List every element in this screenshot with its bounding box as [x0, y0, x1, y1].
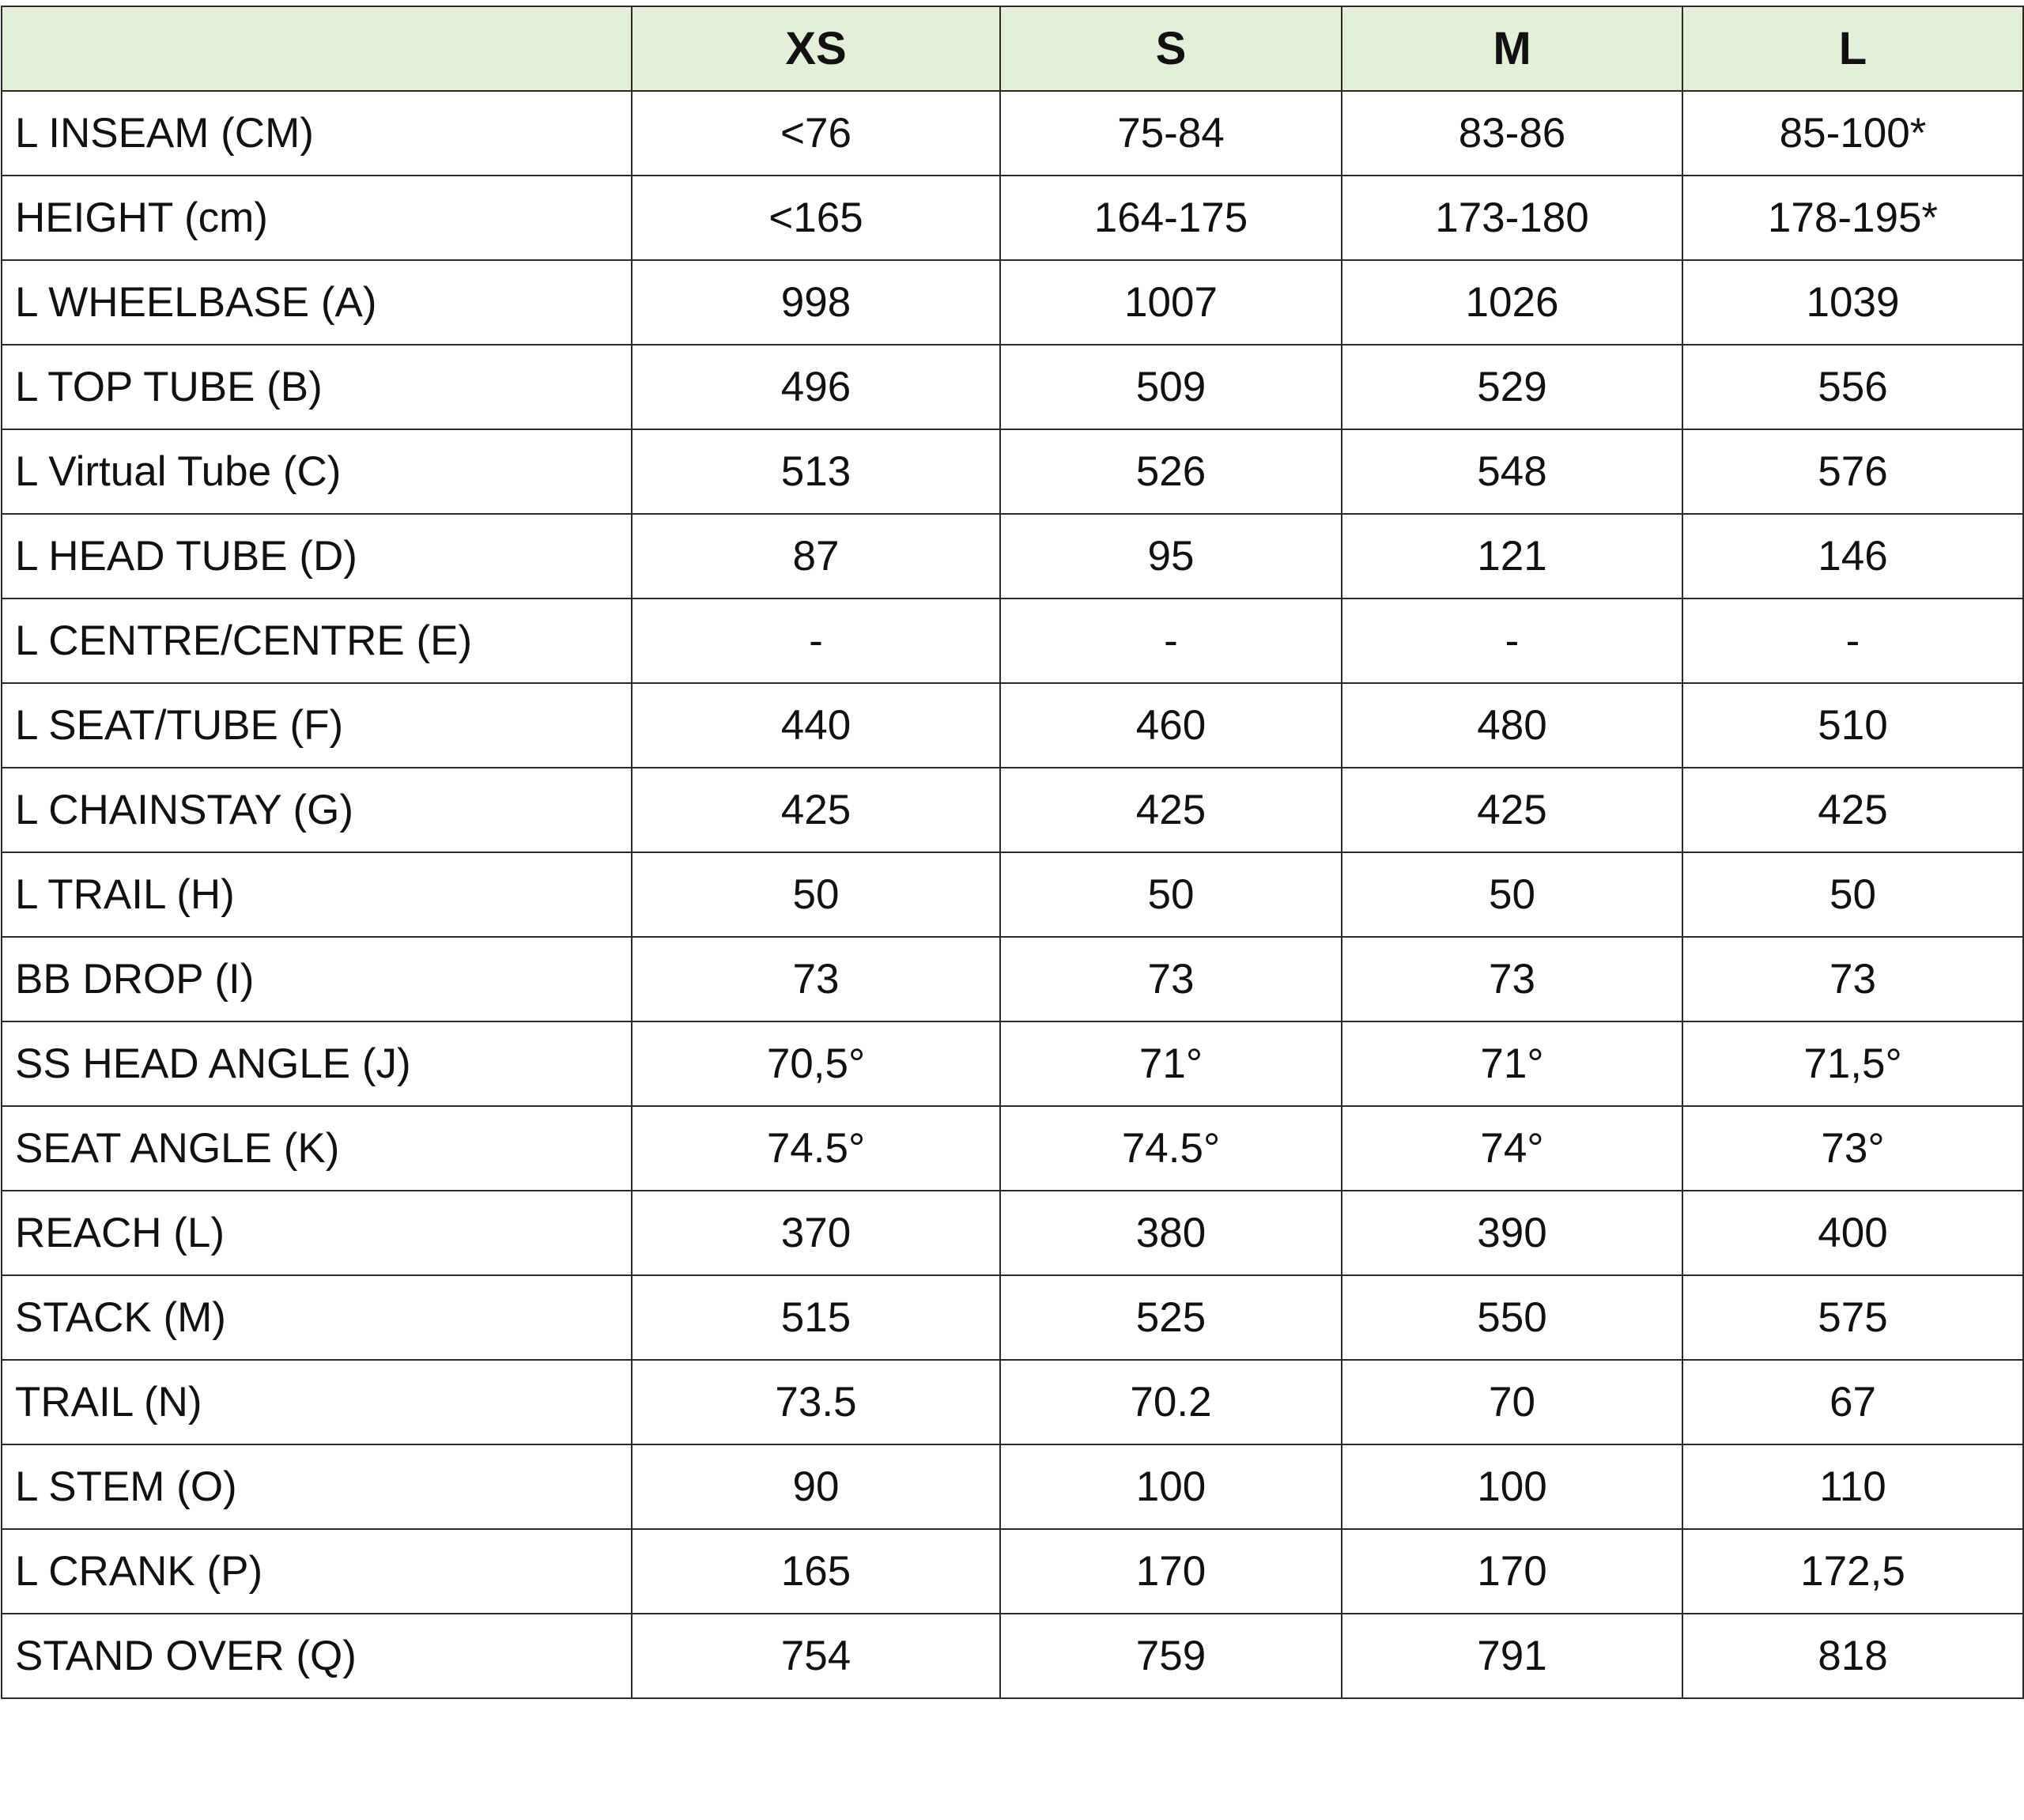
value-cell-xs: 50 [632, 852, 1000, 937]
value-cell-xs: 513 [632, 429, 1000, 514]
value-cell-l: 110 [1682, 1444, 2023, 1529]
row-label: L TOP TUBE (B) [2, 345, 632, 429]
table-row [2, 1275, 2023, 1360]
value-cell-l: 425 [1682, 768, 2023, 852]
header-cell-size-s: S [1000, 6, 1342, 91]
value-cell-m: 71° [1342, 1021, 1682, 1106]
row-label: TRAIL (N) [2, 1360, 632, 1444]
table-row [2, 1360, 2023, 1444]
value-cell-l: 556 [1682, 345, 2023, 429]
value-cell-l: 85-100* [1682, 91, 2023, 176]
row-label: L SEAT/TUBE (F) [2, 683, 632, 768]
table-header [2, 6, 2023, 91]
value-cell-s: 75-84 [1000, 91, 1342, 176]
value-cell-m: 791 [1342, 1614, 1682, 1698]
value-cell-xs: - [632, 598, 1000, 683]
table-row [2, 91, 2023, 176]
table-row [2, 1614, 2023, 1698]
value-cell-s: 525 [1000, 1275, 1342, 1360]
row-label: L CHAINSTAY (G) [2, 768, 632, 852]
value-cell-xs: 90 [632, 1444, 1000, 1529]
table-row [2, 598, 2023, 683]
value-cell-xs: 165 [632, 1529, 1000, 1614]
row-label: L Virtual Tube (C) [2, 429, 632, 514]
value-cell-s: 380 [1000, 1191, 1342, 1275]
table-row [2, 1529, 2023, 1614]
value-cell-s: 526 [1000, 429, 1342, 514]
value-cell-l: - [1682, 598, 2023, 683]
value-cell-l: 73° [1682, 1106, 2023, 1191]
table-row [2, 345, 2023, 429]
value-cell-m: 390 [1342, 1191, 1682, 1275]
row-label: L WHEELBASE (A) [2, 260, 632, 345]
value-cell-s: 100 [1000, 1444, 1342, 1529]
value-cell-m: 425 [1342, 768, 1682, 852]
value-cell-s: 70.2 [1000, 1360, 1342, 1444]
value-cell-s: 425 [1000, 768, 1342, 852]
value-cell-s: 170 [1000, 1529, 1342, 1614]
row-label: L HEAD TUBE (D) [2, 514, 632, 598]
value-cell-l: 172,5 [1682, 1529, 2023, 1614]
value-cell-xs: 515 [632, 1275, 1000, 1360]
value-cell-l: 818 [1682, 1614, 2023, 1698]
value-cell-m: 74° [1342, 1106, 1682, 1191]
row-label: STACK (M) [2, 1275, 632, 1360]
table-row [2, 1191, 2023, 1275]
table-row [2, 852, 2023, 937]
value-cell-l: 50 [1682, 852, 2023, 937]
value-cell-m: 50 [1342, 852, 1682, 937]
value-cell-xs: 496 [632, 345, 1000, 429]
value-cell-m: 121 [1342, 514, 1682, 598]
table-row [2, 1106, 2023, 1191]
value-cell-s: 74.5° [1000, 1106, 1342, 1191]
value-cell-s: 460 [1000, 683, 1342, 768]
value-cell-s: 759 [1000, 1614, 1342, 1698]
row-label: L CENTRE/CENTRE (E) [2, 598, 632, 683]
value-cell-s: 73 [1000, 937, 1342, 1021]
value-cell-xs: 73.5 [632, 1360, 1000, 1444]
value-cell-m: 170 [1342, 1529, 1682, 1614]
table-row [2, 260, 2023, 345]
table-row [2, 514, 2023, 598]
value-cell-m: 550 [1342, 1275, 1682, 1360]
value-cell-xs: 74.5° [632, 1106, 1000, 1191]
value-cell-m: 1026 [1342, 260, 1682, 345]
row-label: HEIGHT (cm) [2, 176, 632, 260]
table-row [2, 1444, 2023, 1529]
value-cell-m: 73 [1342, 937, 1682, 1021]
value-cell-xs: 754 [632, 1614, 1000, 1698]
value-cell-xs: <165 [632, 176, 1000, 260]
row-label: STAND OVER (Q) [2, 1614, 632, 1698]
row-label: SEAT ANGLE (K) [2, 1106, 632, 1191]
value-cell-l: 73 [1682, 937, 2023, 1021]
value-cell-l: 146 [1682, 514, 2023, 598]
value-cell-m: 83-86 [1342, 91, 1682, 176]
header-cell-size-m: M [1342, 6, 1682, 91]
value-cell-s: 164-175 [1000, 176, 1342, 260]
value-cell-s: 509 [1000, 345, 1342, 429]
value-cell-xs: 998 [632, 260, 1000, 345]
row-label: L CRANK (P) [2, 1529, 632, 1614]
value-cell-l: 400 [1682, 1191, 2023, 1275]
table-row [2, 429, 2023, 514]
row-label: REACH (L) [2, 1191, 632, 1275]
value-cell-xs: 87 [632, 514, 1000, 598]
row-label: L TRAIL (H) [2, 852, 632, 937]
value-cell-m: 529 [1342, 345, 1682, 429]
value-cell-l: 575 [1682, 1275, 2023, 1360]
table-row [2, 176, 2023, 260]
value-cell-l: 178-195* [1682, 176, 2023, 260]
value-cell-m: - [1342, 598, 1682, 683]
value-cell-m: 480 [1342, 683, 1682, 768]
value-cell-s: - [1000, 598, 1342, 683]
value-cell-m: 70 [1342, 1360, 1682, 1444]
geometry-table [1, 6, 2024, 1699]
header-cell-empty [2, 6, 632, 91]
value-cell-l: 510 [1682, 683, 2023, 768]
table-row [2, 768, 2023, 852]
value-cell-xs: 425 [632, 768, 1000, 852]
row-label: L STEM (O) [2, 1444, 632, 1529]
value-cell-xs: 370 [632, 1191, 1000, 1275]
value-cell-m: 100 [1342, 1444, 1682, 1529]
value-cell-l: 67 [1682, 1360, 2023, 1444]
table-body [2, 91, 2023, 1698]
value-cell-l: 576 [1682, 429, 2023, 514]
table-row [2, 937, 2023, 1021]
value-cell-xs: <76 [632, 91, 1000, 176]
value-cell-xs: 440 [632, 683, 1000, 768]
value-cell-s: 71° [1000, 1021, 1342, 1106]
row-label: BB DROP (I) [2, 937, 632, 1021]
header-row [2, 6, 2023, 91]
table-row [2, 1021, 2023, 1106]
value-cell-s: 95 [1000, 514, 1342, 598]
value-cell-xs: 70,5° [632, 1021, 1000, 1106]
value-cell-s: 1007 [1000, 260, 1342, 345]
row-label: SS HEAD ANGLE (J) [2, 1021, 632, 1106]
table-row [2, 683, 2023, 768]
row-label: L INSEAM (CM) [2, 91, 632, 176]
value-cell-l: 71,5° [1682, 1021, 2023, 1106]
value-cell-m: 548 [1342, 429, 1682, 514]
value-cell-s: 50 [1000, 852, 1342, 937]
value-cell-xs: 73 [632, 937, 1000, 1021]
header-cell-size-xs: XS [632, 6, 1000, 91]
value-cell-m: 173-180 [1342, 176, 1682, 260]
header-cell-size-l: L [1682, 6, 2023, 91]
value-cell-l: 1039 [1682, 260, 2023, 345]
